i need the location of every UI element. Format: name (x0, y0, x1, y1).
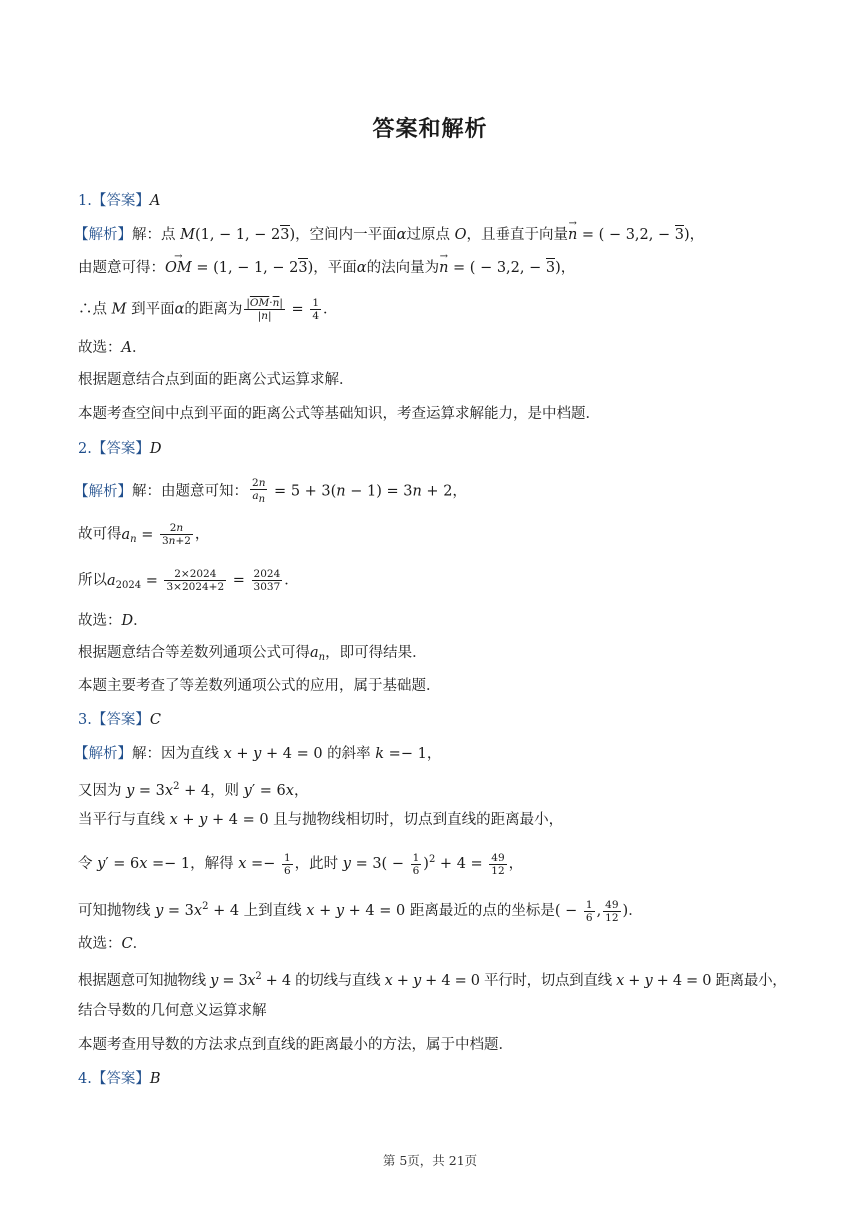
text: 距离最小， (711, 973, 787, 989)
q2-summary-line: 本题主要考查了等差数列通项公式的应用，属于基础题． (78, 678, 441, 694)
text: ，此时 (294, 856, 343, 872)
text: 解：点 (132, 227, 181, 243)
q4-answer-letter: B (149, 1071, 161, 1087)
q2-analysis-line-2: 故可得$a_n$ = $\frac{2n}{3n+2}$ ， (78, 522, 210, 547)
q3-analysis-line-4: 令 y′ = 6x =− 1，解得 x =− $\frac{1}{6}$ ，此时 y = 3( − $\frac{1}{6}$ )$^2$ + 4 = $\frac{49}{12}$ ， (78, 851, 524, 877)
q2-analysis-line-3: 所以$a_{2024}$ = $\frac{2\times 2024}{3\times 2024+2}$ = $\frac{2024}{3037}$ ． (78, 568, 299, 593)
q4-answer-line (78, 1069, 820, 1089)
text: 且与抛物线相切时，切点到直线的距离最小， (268, 812, 564, 828)
q2-method-line: 根据题意结合等差数列通项公式可得$a_n$，即可得结果． (78, 645, 427, 663)
q2-answer-letter: D (149, 441, 162, 457)
text: 距离最近的点的坐标是 (405, 903, 555, 919)
analysis-tag: 【解析】 (74, 746, 132, 762)
q1-method-line: 根据题意结合点到面的距离公式运算求解． (78, 372, 354, 388)
q1-summary-line: 本题考查空间中点到平面的距离公式等基础知识，考查运算求解能力，是中档题． (78, 406, 600, 422)
q3-analysis-line-2: 又因为 $y = 3x^2 + 4$，则 y′ = 6x， (78, 781, 309, 799)
text: 所以 (78, 572, 107, 589)
q1-answer-letter: A (149, 193, 161, 209)
text: 的斜率 (322, 746, 376, 762)
text: 可知抛物线 (78, 903, 156, 919)
text: 解：由题意可知： (132, 483, 248, 500)
q3-analysis-line-1: 【解析】解：因为直线 x + y + 4 = 0 的斜率 k =− 1， (74, 746, 442, 762)
text: ，且垂直于向量 (466, 227, 568, 243)
text: ，则 (210, 783, 244, 799)
answer-tag: 【答案】 (91, 441, 150, 457)
text: ，即可得结果． (325, 645, 427, 661)
text: 又因为 (78, 783, 127, 799)
q3-choice-letter: C (121, 936, 133, 952)
text: 上到直线 (239, 903, 307, 919)
q3-analysis-line-3: 当平行与直线 x + y + 4 = 0 且与抛物线相切时，切点到直线的距离最小， (78, 812, 564, 828)
q1-choice-line: 故选：A． (78, 340, 147, 356)
text: 的距离为 (184, 301, 243, 318)
text: ，解得 (190, 856, 239, 872)
text: 故选： (78, 613, 122, 629)
text: 平行时，切点到直线 (479, 973, 617, 989)
q3-method-line-2: 结合导数的几何意义运算求解 (78, 1003, 267, 1019)
analysis-tag: 【解析】 (74, 227, 132, 243)
q3-summary-line: 本题考查用导数的方法求点到直线的距离最小的方法，属于中档题． (78, 1037, 513, 1053)
q3-choice-line: 故选：C． (78, 936, 148, 952)
q2-choice-letter: D (121, 613, 134, 629)
text: 的切线与直线 (290, 973, 385, 989)
q4-number: 4. (78, 1071, 92, 1087)
q1-answer-line (78, 191, 820, 211)
text: 解：因为直线 (132, 746, 224, 762)
q2-number: 2. (78, 441, 92, 457)
text: ，空间内一平面 (295, 227, 397, 243)
q3-method-line-1: 根据题意可知抛物线 $y = 3x^2 + 4$ 的切线与直线 x + y + 4 = 0 平行时，切点到直线 x + y + 4 = 0 距离最小， (78, 971, 787, 989)
q1-number: 1. (78, 193, 92, 209)
q3-answer-line (78, 710, 820, 730)
text: 当平行与直线 (78, 812, 170, 828)
q1-analysis-line-3: ∴点 M 到平面α的距离为 $\frac{|\overline{OM}\cdot\overline{n}|}{|\overline{n}|}$ = $\frac{1}{4}$ ． (78, 297, 338, 322)
q3-answer-letter: C (149, 712, 161, 728)
text: 令 (78, 856, 98, 872)
text: 故选： (78, 936, 122, 952)
answer-tag: 【答案】 (91, 712, 150, 728)
q3-number: 3. (78, 712, 92, 728)
q1-analysis-line-2: 由题意可得：→ OM = (1, − 1, − 23)，平面α的法向量为→ n = ( − 3,2, − 3)， (78, 258, 820, 278)
text: 的法向量为 (366, 260, 440, 276)
text: 根据题意可知抛物线 (78, 973, 211, 989)
q1-analysis-line-1: 【解析】解：点 M(1, − 1, − 23)，空间内一平面α过原点 O，且垂直于向量→ n = ( − 3,2, − 3)， (78, 225, 820, 245)
text: 到平面 (126, 301, 175, 318)
text: 故选： (78, 340, 122, 356)
text: 过原点 (406, 227, 455, 243)
text: 根据题意结合等差数列通项公式可得 (78, 645, 310, 661)
analysis-tag: 【解析】 (74, 483, 132, 500)
answer-tag: 【答案】 (91, 193, 150, 209)
page-footer: 第 5页，共 21页 (382, 1153, 478, 1168)
q2-answer-line (78, 439, 820, 459)
text: ，平面 (313, 260, 357, 276)
q3-analysis-line-5: 可知抛物线 $y = 3x^2 + 4$ 上到直线 x + y + 4 = 0 距离最近的点的坐标是( − $\frac{1}{6}$ , $\frac{49}{12}$ )． (78, 898, 643, 924)
q2-analysis-line-1: 【解析】解：由题意可知： $\frac{2n}{an}$ = 5 + 3(n − 1) = 3n + 2， (74, 477, 467, 505)
page-title: 答案和解析 (372, 117, 488, 142)
text: 由题意可得： (78, 260, 165, 276)
text: 故可得 (78, 526, 122, 543)
q2-choice-line: 故选：D． (78, 613, 148, 629)
q1-choice-letter: A (121, 340, 132, 356)
text: ∴点 (78, 301, 112, 318)
answer-tag: 【答案】 (91, 1071, 150, 1087)
